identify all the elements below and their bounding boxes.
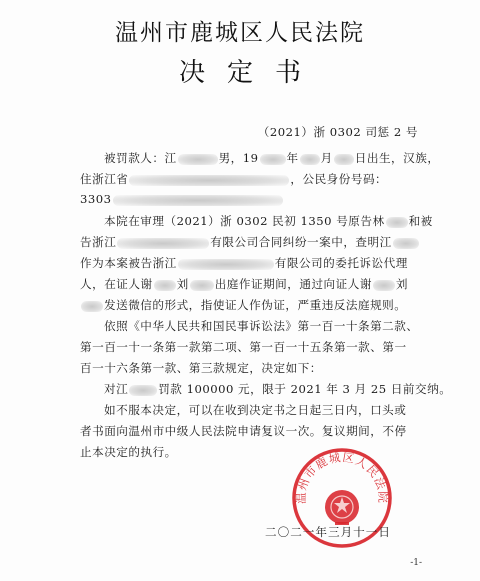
redaction-mark: [129, 175, 289, 186]
body-line-5: [80, 234, 420, 250]
redaction-mark: [334, 154, 354, 165]
redaction-mark: [190, 280, 214, 291]
body-line-9: 依照《中华人民共和国民事诉讼法》第一百一十条第二款、: [104, 319, 419, 333]
text-fragment: 刘: [395, 277, 409, 291]
text-fragment: 住浙江省: [80, 172, 129, 186]
body-line-10: 第一百一十一条第一款第二项、第一百一十五条第一款、第一: [80, 340, 407, 354]
text-fragment: 3303: [80, 192, 112, 206]
text-fragment: 刘: [176, 277, 189, 291]
redaction-mark: [393, 238, 419, 249]
text-fragment: 年: [286, 151, 299, 165]
text-fragment: 有限公司的委托诉讼代理: [274, 256, 408, 270]
redaction-mark: [260, 154, 286, 165]
redaction-mark: [117, 238, 209, 249]
document-date: 二〇二一年三月十一日: [265, 525, 391, 539]
body-line-3: [80, 192, 284, 206]
text-fragment: 作为本案被告浙江: [80, 256, 177, 270]
text-fragment: 出庭作证期间，通过向证人谢: [214, 277, 372, 291]
body-line-8: [80, 297, 406, 313]
redaction-mark: [386, 217, 408, 228]
page-number: -1-: [410, 558, 422, 568]
text-fragment: 本院在审理（2021）浙 0302 民初 1350 号原告林: [104, 214, 385, 228]
redaction-mark: [178, 259, 274, 270]
text-fragment: 男，19: [218, 151, 259, 165]
redaction-mark: [300, 154, 320, 165]
svg-text:温州市鹿城区人民法院: 温州市鹿城区人民法院: [293, 450, 391, 505]
body-line-11: 百一十六条第一款、第三款规定，决定如下：: [80, 361, 322, 375]
redaction-mark: [178, 154, 218, 165]
text-fragment: 月: [320, 151, 333, 165]
body-line-6: [80, 255, 408, 271]
redaction-mark: [113, 195, 283, 206]
text-fragment: 和被: [408, 214, 433, 228]
document-number: （2021）浙 0302 司惩 2 号: [257, 125, 418, 139]
document-title: 决定书: [178, 58, 323, 88]
body-line-15: 止本决定的执行。: [80, 445, 177, 459]
body-line-4: [104, 213, 433, 229]
text-fragment: 被罚款人：江: [104, 151, 177, 165]
body-line-7: [80, 276, 408, 292]
court-name: 温州市鹿城区人民法院: [115, 20, 365, 46]
text-fragment: 人，在证人谢: [80, 277, 153, 291]
text-fragment: 发送微信的形式，指使证人作伪证，严重违反法庭规则。: [104, 298, 407, 312]
redaction-mark: [129, 385, 157, 396]
text-fragment: 日出生，汉族，: [354, 151, 440, 165]
text-fragment: ，公民身份号码：: [290, 172, 388, 186]
text-fragment: 告浙江: [80, 235, 117, 249]
redaction-mark: [373, 280, 395, 291]
body-line-2: [80, 171, 387, 187]
text-fragment: 对江: [104, 382, 129, 396]
text-fragment: 罚款 100000 元，限于 2021 年 3 月 25 日前交纳。: [158, 382, 452, 396]
redaction-mark: [154, 280, 176, 291]
body-line-14: 者书面向温州市中级人民法院申请复议一次。复议期间，不停: [80, 424, 407, 438]
body-line-12: [104, 381, 451, 397]
redaction-mark: [81, 301, 103, 312]
body-line-1: [104, 150, 439, 166]
text-fragment: 有限公司合同纠纷一案中，查明江: [210, 235, 392, 249]
body-line-13: 如不服本决定，可以在收到决定书之日起三日内，口头或: [104, 403, 407, 417]
